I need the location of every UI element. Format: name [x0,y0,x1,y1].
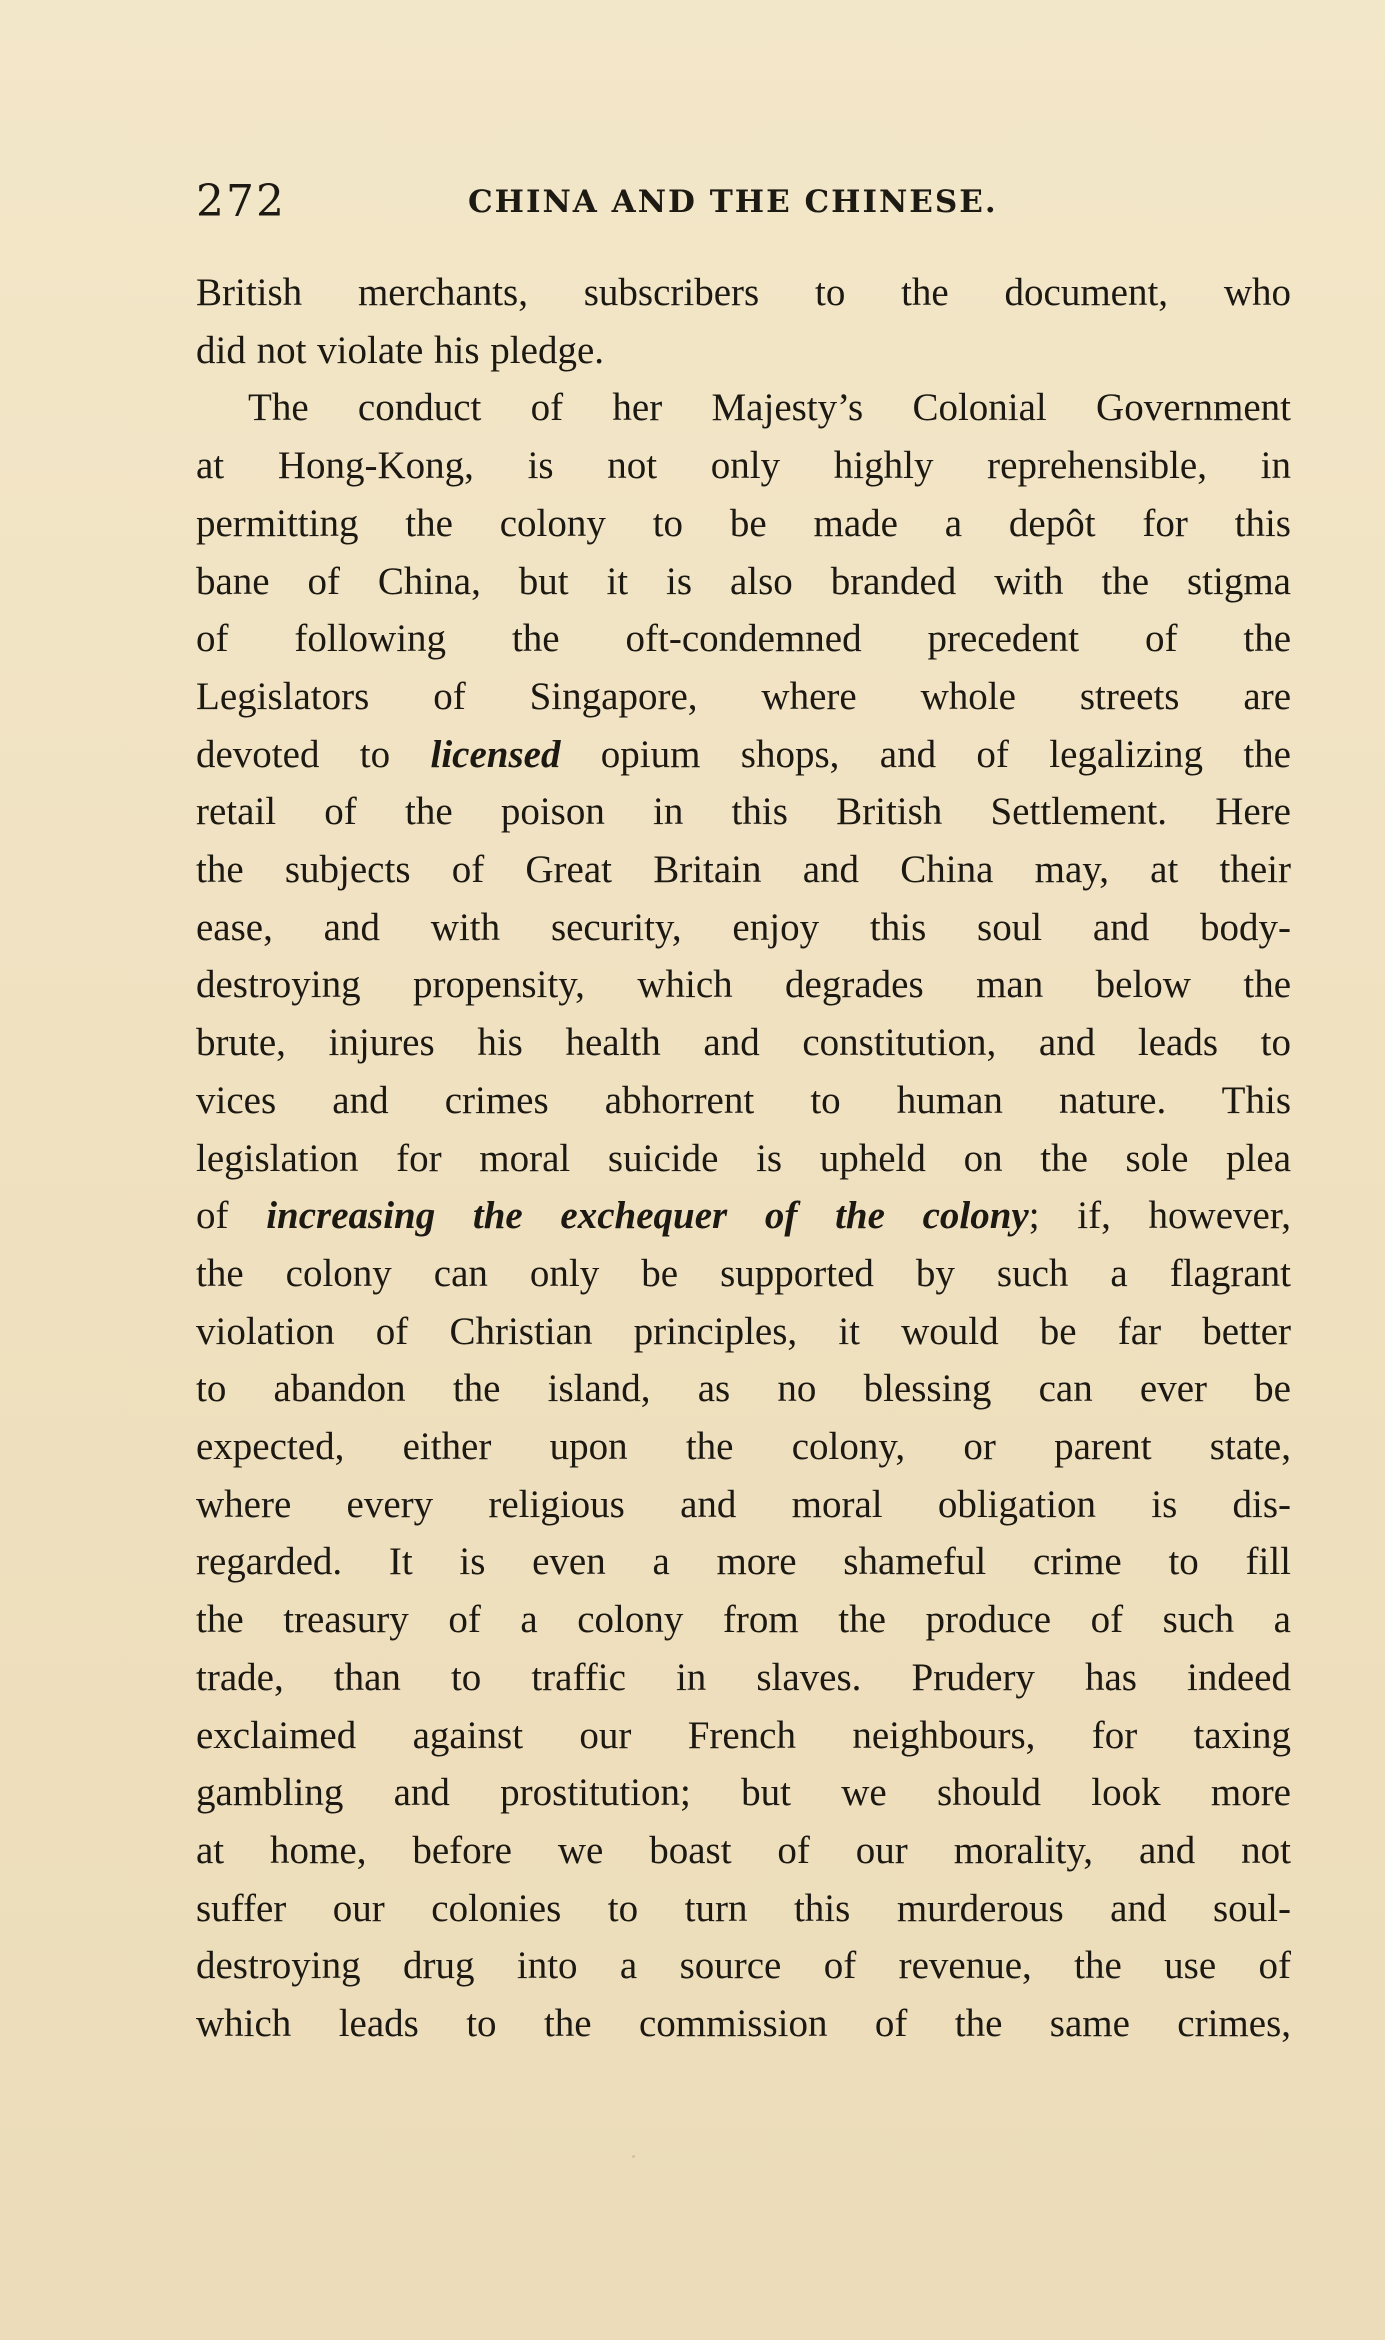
text-segment: of [196,1194,267,1238]
paper-speck [632,2155,635,2158]
page-number: 272 [196,176,286,227]
text-line: permitting the colony to be made a depôt for this [196,501,1291,545]
text-line [196,1187,1291,1245]
text-segment: devoted to [196,732,431,776]
text-line: vices and crimes abhorrent to human nature. This [196,1078,1291,1122]
text-line: the colony can only be supported by such a flagrant [196,1251,1291,1295]
text-line: suffer our colonies to turn this murderous and soul- [196,1886,1291,1930]
text-line: retail of the poison in this British Settlement. Here [196,790,1291,834]
text-line: ease, and with security, enjoy this soul and body- [196,905,1291,949]
text-segment: opium shops, and of legalizing the [560,732,1291,776]
text-line: exclaimed against our French neighbours, for taxing [196,1713,1291,1757]
text-line: expected, either upon the colony, or parent state, [196,1425,1291,1469]
text-line: violation of Christian principles, it would be far better [196,1309,1291,1353]
text-line: at Hong-Kong, is not only highly reprehensible, in [196,444,1291,488]
text-line: at home, before we boast of our morality, and not [196,1828,1291,1872]
text-line: the treasury of a colony from the produce of such a [196,1598,1291,1642]
text-line [196,726,1291,784]
text-line: British merchants, subscribers to the document, who [196,271,1291,314]
text-line: the subjects of Great Britain and China may, at their [196,848,1291,892]
body-text [196,264,1291,2053]
text-line: where every religious and moral obligation is dis- [196,1482,1291,1526]
paragraph-start-line: The conduct of her Majesty’s Colonial Government [248,386,1291,430]
text-line: destroying propensity, which degrades man below the [196,963,1291,1007]
text-line: trade, than to traffic in slaves. Prudery has indeed [196,1655,1291,1699]
text-line: legislation for moral suicide is upheld on the sole plea [196,1136,1291,1180]
text-line: did not violate his pledge. [196,328,605,372]
text-line: to abandon the island, as no blessing can ever be [196,1367,1291,1411]
text-line: of following the oft-condemned precedent of the [196,617,1291,661]
running-head: CHINA AND THE CHINESE. [468,184,998,220]
text-line: brute, injures his health and constitution, and leads to [196,1021,1291,1065]
emphasis-text: increasing the exchequer of the colony [266,1194,1029,1238]
text-line: Legislators of Singapore, where whole streets are [196,674,1291,718]
text-line: destroying drug into a source of revenue, the use of [196,1944,1291,1988]
text-segment: ; if, however, [1028,1194,1291,1238]
text-line: gambling and prostitution; but we should look more [196,1771,1291,1815]
page-header [196,176,1291,236]
text-line: bane of China, but it is also branded with the stigma [196,559,1291,603]
text-line: which leads to the commission of the same crimes, [196,2002,1291,2046]
emphasis-text: licensed [430,732,561,776]
text-line: regarded. It is even a more shameful crime to fill [196,1540,1291,1584]
